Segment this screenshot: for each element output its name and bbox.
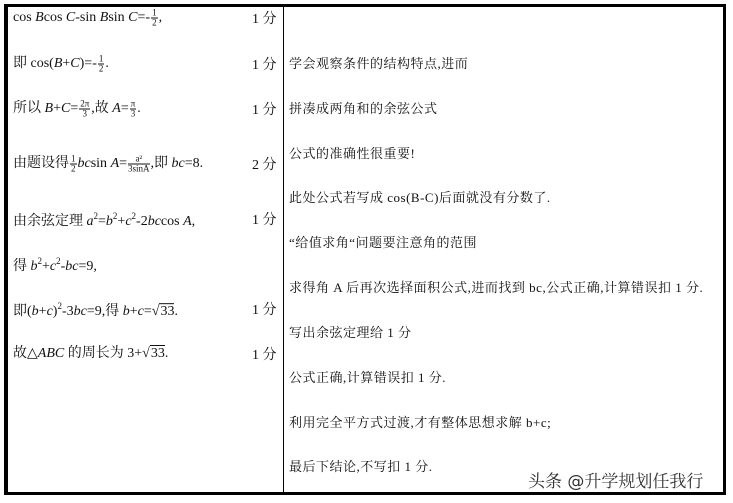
score-label: 2 分 xyxy=(252,158,277,173)
denominator: 2 xyxy=(98,63,104,74)
text-segment: 的周长为 3+√ xyxy=(64,346,150,361)
text-segment: bc xyxy=(65,258,79,274)
text-segment: + xyxy=(117,213,126,229)
solution-step xyxy=(13,346,168,362)
text-segment: 即( xyxy=(13,303,32,319)
fraction xyxy=(151,9,158,28)
text-segment: ,故 xyxy=(91,101,113,117)
text-segment: - xyxy=(60,258,66,274)
denominator: 2 xyxy=(152,17,157,28)
exponent: 2 xyxy=(56,256,61,267)
numerator: 1 xyxy=(71,153,76,164)
fraction xyxy=(70,155,77,174)
text-segment: =9,得 xyxy=(86,303,123,319)
fraction xyxy=(128,155,150,174)
column-divider xyxy=(283,4,284,495)
text-segment: A xyxy=(183,213,192,229)
text-segment: . xyxy=(105,56,109,72)
text-segment: 故△ xyxy=(13,346,38,361)
text-segment: B xyxy=(44,101,54,117)
text-segment: bc xyxy=(77,156,91,172)
text-segment: b xyxy=(30,258,38,274)
text-segment: C xyxy=(70,56,80,72)
fraction xyxy=(130,100,137,119)
solution-step xyxy=(13,208,195,230)
comment-line: 此处公式若写成 cos(B-C)后面就没有分数了. xyxy=(289,190,551,205)
text-segment: -3 xyxy=(61,303,74,319)
text-segment: C xyxy=(65,10,76,26)
text-segment: bc xyxy=(73,303,87,319)
numerator: 2π xyxy=(80,98,90,109)
text-segment: ABC xyxy=(37,346,65,361)
score-label: 1 分 xyxy=(252,213,277,228)
comment-line: 利用完全平方式过渡,才有整体思想求解 b+c; xyxy=(289,415,552,430)
exponent: 2 xyxy=(112,211,118,222)
fraction xyxy=(79,100,90,119)
denominator: 3 xyxy=(130,108,136,119)
solution-step xyxy=(13,55,109,74)
radicand: 33 xyxy=(150,346,165,361)
numerator: a² xyxy=(128,155,150,165)
exponent: 2 xyxy=(93,211,98,222)
text-segment: bc xyxy=(171,156,185,172)
text-segment: b xyxy=(122,303,130,319)
text-segment: sin xyxy=(90,156,111,172)
text-segment: . xyxy=(137,101,141,117)
score-label: 1 分 xyxy=(252,348,277,363)
text-segment: = xyxy=(120,101,129,117)
text-segment: cos xyxy=(43,10,66,26)
watermark: 头条 @升学规划任我行 xyxy=(528,472,704,492)
exponent: 2 xyxy=(37,256,42,267)
denominator: 2 xyxy=(71,163,76,174)
text-segment: 得 xyxy=(13,258,31,274)
comment-line: 写出余弦定理给 1 分 xyxy=(289,325,412,340)
comment-line: 求得角 A 后再次选择面积公式,进而找到 bc,公式正确,计算错误扣 1 分. xyxy=(289,280,704,295)
text-segment: + xyxy=(53,101,61,117)
text-segment: B xyxy=(99,10,109,26)
text-segment: c xyxy=(137,303,144,319)
text-segment: 由题设得 xyxy=(13,156,69,172)
solution-step xyxy=(13,298,178,320)
text-segment: cos xyxy=(13,10,36,26)
text-segment: C xyxy=(60,101,71,117)
solution-step xyxy=(13,100,141,119)
exponent: 2 xyxy=(57,301,62,312)
text-segment: -2 xyxy=(136,213,148,229)
text-segment: sin xyxy=(108,10,129,26)
denominator: 3 xyxy=(82,108,87,119)
text-segment: cos xyxy=(160,213,184,229)
text-segment: , xyxy=(191,213,196,229)
score-label: 1 分 xyxy=(252,58,277,73)
text-segment: c xyxy=(125,213,132,229)
text-segment: 由余弦定理 xyxy=(13,213,87,229)
numerator: 1 xyxy=(152,7,157,18)
text-segment: B xyxy=(35,10,44,26)
text-segment: = xyxy=(70,101,79,117)
text-segment: = xyxy=(119,156,128,172)
text-segment: -sin xyxy=(75,10,100,26)
comment-line: 拼凑成两角和的余弦公式 xyxy=(289,101,438,116)
text-segment: =9, xyxy=(78,258,97,274)
solution-step xyxy=(13,155,203,174)
text-segment: C xyxy=(128,10,138,26)
text-segment: . xyxy=(164,346,169,361)
text-segment: A xyxy=(110,156,120,172)
comment-line: 最后下结论,不写扣 1 分. xyxy=(289,459,433,474)
text-segment: )=- xyxy=(79,56,97,72)
fraction xyxy=(98,55,105,74)
comment-line: 学会观察条件的结构特点,进而 xyxy=(289,56,469,71)
numerator: 1 xyxy=(98,53,104,64)
text-segment: 即 cos( xyxy=(13,56,54,72)
denominator: 3sinA xyxy=(128,163,150,174)
text-segment: c xyxy=(46,303,53,319)
text-segment: B xyxy=(53,56,63,72)
score-label: 1 分 xyxy=(252,303,277,318)
text-segment: ) xyxy=(52,303,58,319)
text-segment: b xyxy=(105,213,113,229)
score-label: 1 分 xyxy=(252,103,277,118)
text-segment: =- xyxy=(137,10,151,26)
text-segment: + xyxy=(62,56,71,72)
text-segment: bc xyxy=(147,213,161,229)
solution-step xyxy=(13,253,97,275)
text-segment: + xyxy=(129,303,138,319)
comment-line: 公式的准确性很重要! xyxy=(289,146,416,161)
comment-line: 公式正确,计算错误扣 1 分. xyxy=(289,370,447,385)
text-segment: . xyxy=(174,303,178,319)
solution-step xyxy=(13,9,162,28)
numerator: π xyxy=(130,98,136,109)
exponent: 2 xyxy=(131,211,137,222)
text-segment: + xyxy=(42,258,50,274)
text-segment: + xyxy=(38,303,47,319)
text-segment: A xyxy=(112,101,121,117)
text-segment: ,即 xyxy=(150,156,172,172)
text-segment: , xyxy=(158,10,163,26)
radicand: 33 xyxy=(160,303,175,319)
text-segment: =8. xyxy=(184,156,204,172)
text-segment: 所以 xyxy=(13,101,45,117)
text-segment: b xyxy=(31,303,39,319)
text-segment: =√ xyxy=(143,303,160,319)
comment-line: “给值求角“问题要注意角的范围 xyxy=(289,235,478,250)
text-segment: = xyxy=(98,213,106,229)
text-segment: c xyxy=(49,258,57,274)
score-label: 1 分 xyxy=(252,12,277,27)
text-segment: a xyxy=(86,213,94,229)
